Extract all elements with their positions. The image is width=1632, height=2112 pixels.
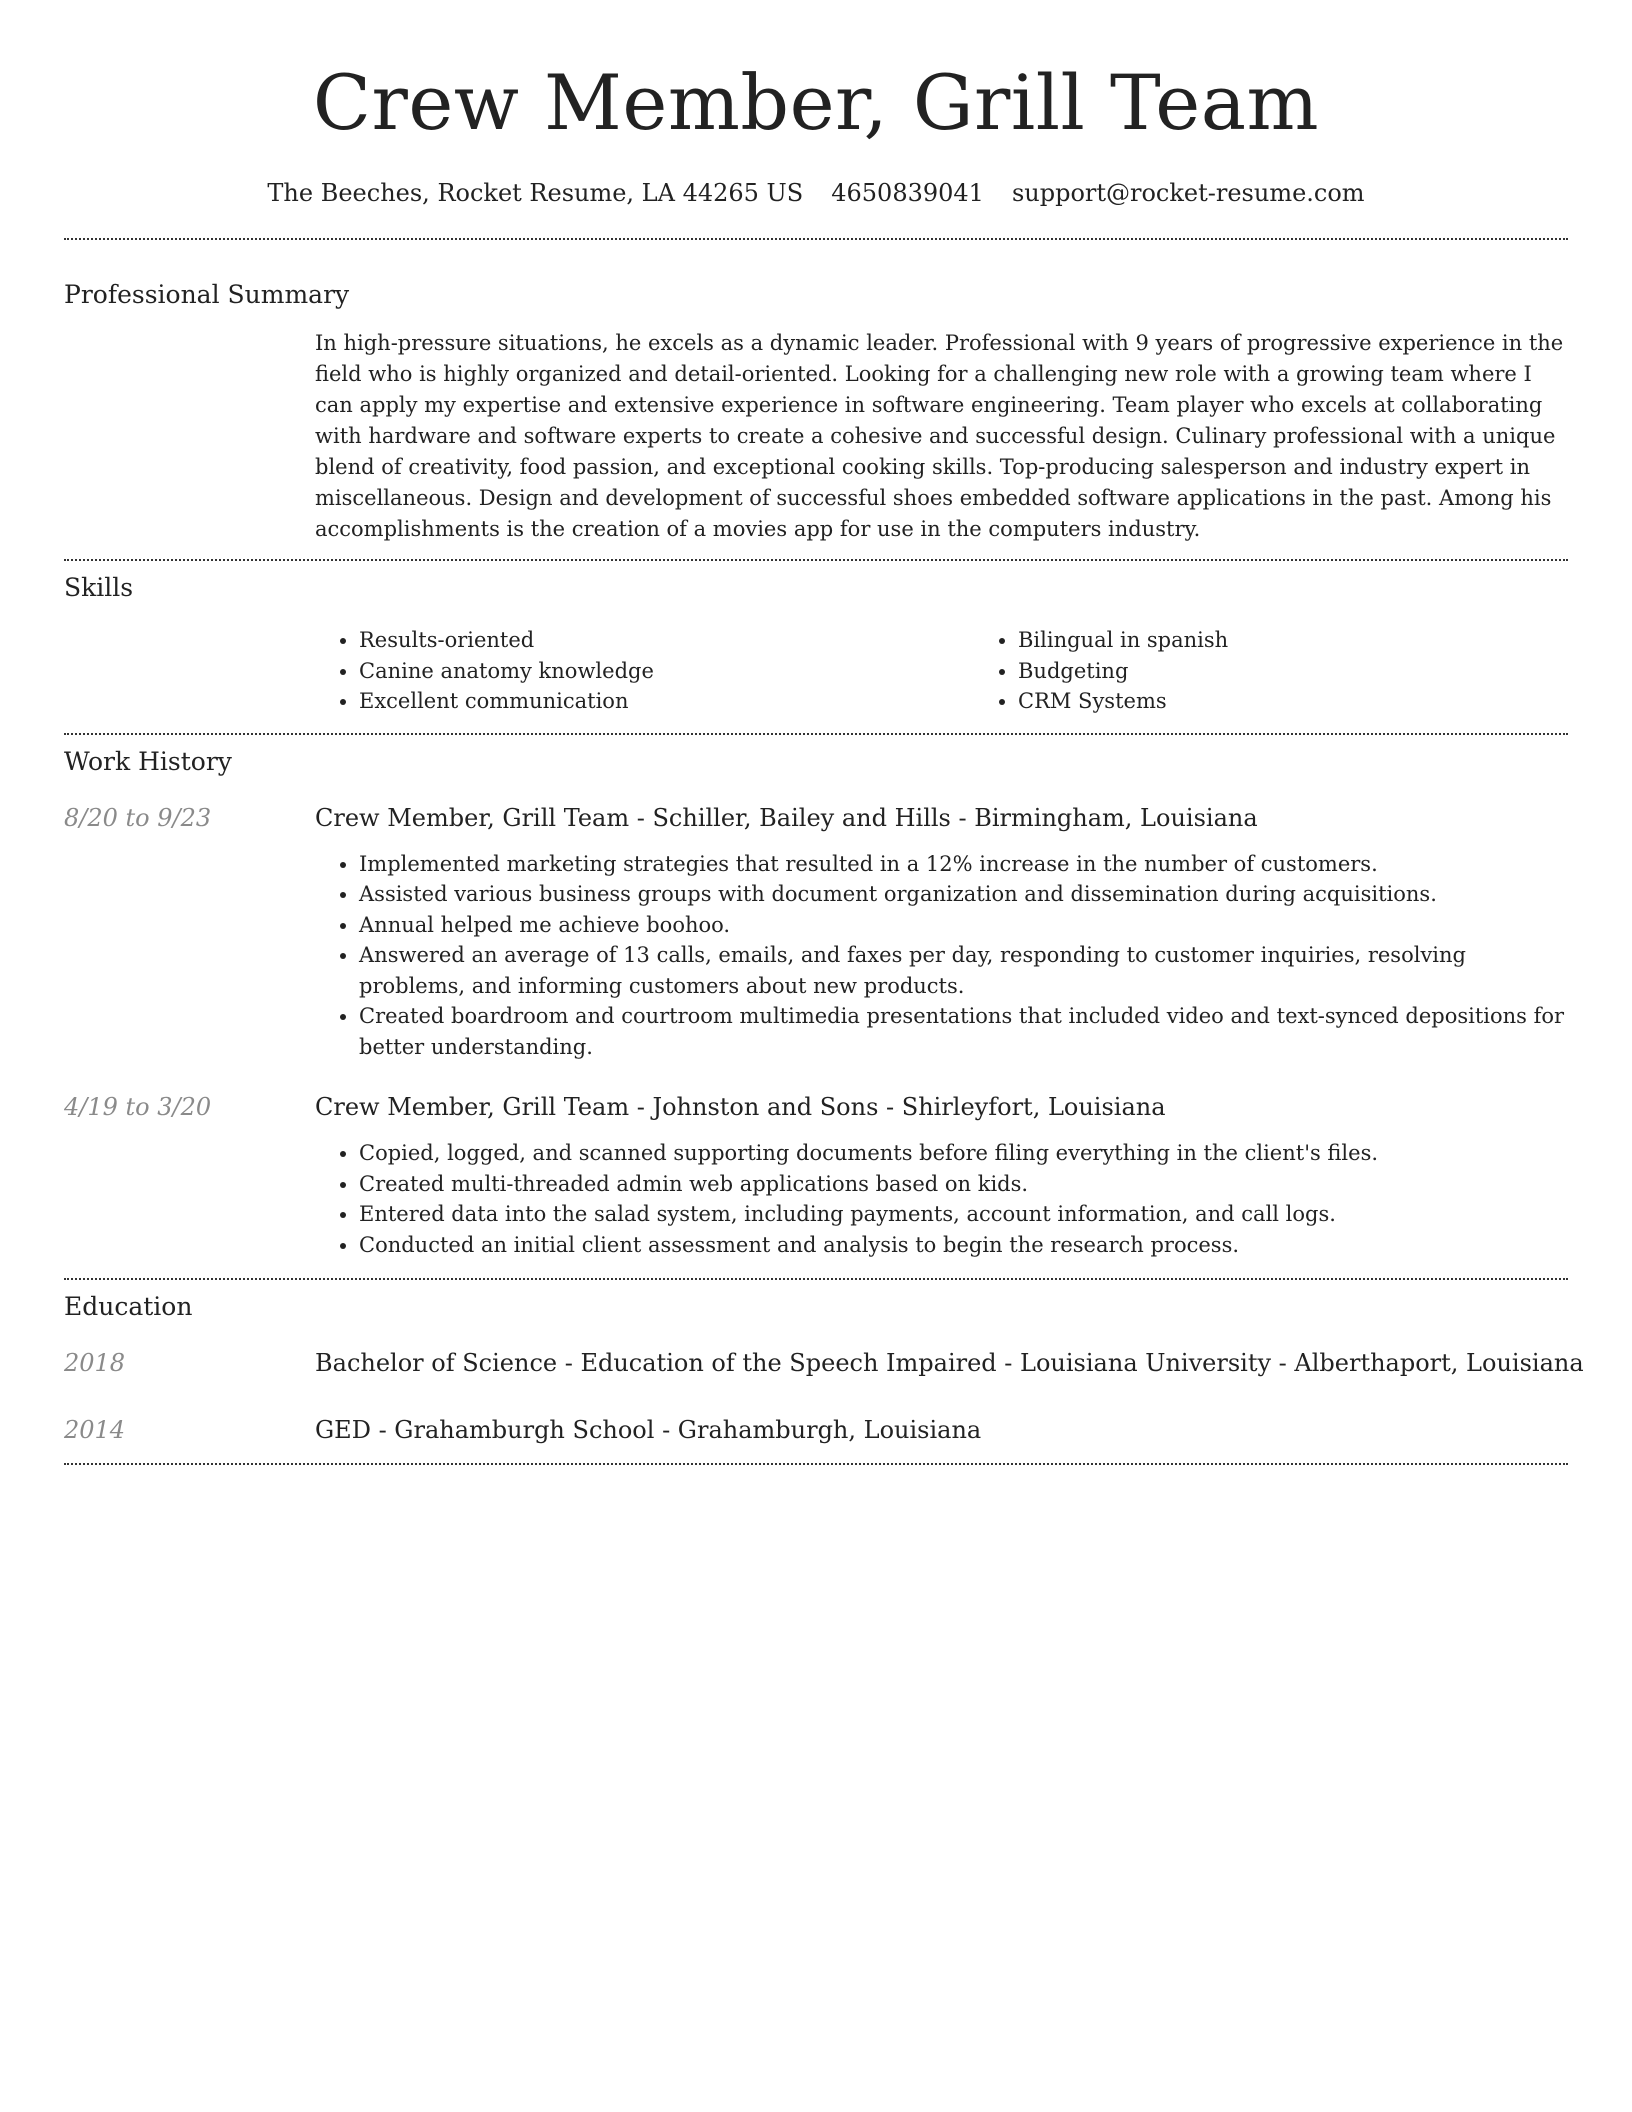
summary-section: [64, 240, 1568, 545]
job-bullet: • Conducted an initial client assessment and analysis to begin the research process.: [359, 1230, 1568, 1261]
education-title: Education: [64, 1292, 193, 1321]
job-heading: Crew Member, Grill Team - Schiller, Bailey and Hills - Birmingham, Louisiana: [315, 803, 1258, 832]
job-heading: Crew Member, Grill Team - Johnston and Sons - Shirleyfort, Louisiana: [315, 1093, 1166, 1121]
resume-header: [64, 48, 1568, 210]
skills-section: [64, 561, 1568, 717]
job-entry: [64, 801, 1568, 1063]
skill-item: • Canine anatomy knowledge: [359, 656, 974, 687]
education-section: [64, 1280, 1584, 1447]
contact-email: support@rocket-resume.com: [1011, 179, 1365, 207]
job-bullet: • Copied, logged, and scanned supporting documents before filing everything in the client's files.: [359, 1138, 1568, 1169]
education-detail: Bachelor of Science - Education of the Speech Impaired - Louisiana University - Alberthaport, Louisiana: [315, 1349, 1584, 1377]
skill-item: • Excellent communication: [359, 686, 974, 717]
job-bullet: • Entered data into the salad system, including payments, account information, and call logs.: [359, 1199, 1568, 1230]
skills-list-left: [315, 625, 974, 717]
education-detail: GED - Grahamburgh School - Grahamburgh, Louisiana: [315, 1416, 982, 1444]
job-bullet: • Implemented marketing strategies that resulted in a 12% increase in the number of customers.: [359, 849, 1568, 880]
job-dates: 4/19 to 3/20: [64, 1093, 212, 1121]
skills-title: Skills: [64, 573, 134, 602]
education-year: 2018: [64, 1349, 126, 1377]
skill-item: • Bilingual in spanish: [1018, 625, 1568, 656]
candidate-name: Crew Member, Grill Team: [312, 58, 1320, 147]
skill-item: • Budgeting: [1018, 656, 1568, 687]
work-history-title: Work History: [64, 746, 232, 776]
job-bullets: [315, 1138, 1568, 1260]
section-divider: [64, 1463, 1568, 1465]
work-history-section: [64, 735, 1568, 1261]
job-bullet: • Annual helped me achieve boohoo.: [359, 910, 1568, 941]
job-bullet: • Created boardroom and courtroom multimedia presentations that included video and text-synced depositions for better understanding.: [359, 1001, 1568, 1062]
summary-text: In high-pressure situations, he excels as a dynamic leader. Professional with 9 years of progressive experience in the field who is highly organized and detail-oriented. Looking for a challenging new role with a growing team where I can apply my expertise and extensive experience in software engineering. Team player who excels at collaborating with hardware and software experts to create a cohesive and successful design. Culinary professional with a unique blend of creativity, food passion, and exceptional cooking skills. Top-producing salesperson and industry expert in miscellaneous. Design and development of successful shoes embedded software applications in the past. Among his accomplishments is the creation of a movies app for use in the computers industry.: [315, 331, 1564, 541]
job-entry: [64, 1090, 1568, 1260]
summary-title: Professional Summary: [64, 280, 350, 309]
job-bullet: • Answered an average of 13 calls, emails, and faxes per day, responding to customer inquiries, resolving problems, and informing customers about new products.: [359, 940, 1568, 1001]
skills-list-right: [974, 625, 1568, 717]
job-bullets: [315, 849, 1568, 1063]
job-bullet: • Assisted various business groups with document organization and dissemination during acquisitions.: [359, 879, 1568, 910]
education-entry: [64, 1346, 1584, 1380]
contact-line: [64, 176, 1568, 210]
skill-item: • CRM Systems: [1018, 686, 1568, 717]
contact-address: The Beeches, Rocket Resume, LA 44265 US: [267, 179, 804, 207]
contact-phone: 4650839041: [831, 179, 984, 207]
education-year: 2014: [64, 1416, 126, 1444]
skill-item: • Results-oriented: [359, 625, 974, 656]
job-dates: 8/20 to 9/23: [64, 803, 212, 832]
education-entry: [64, 1413, 1568, 1447]
job-bullet: • Created multi-threaded admin web applications based on kids.: [359, 1169, 1568, 1200]
